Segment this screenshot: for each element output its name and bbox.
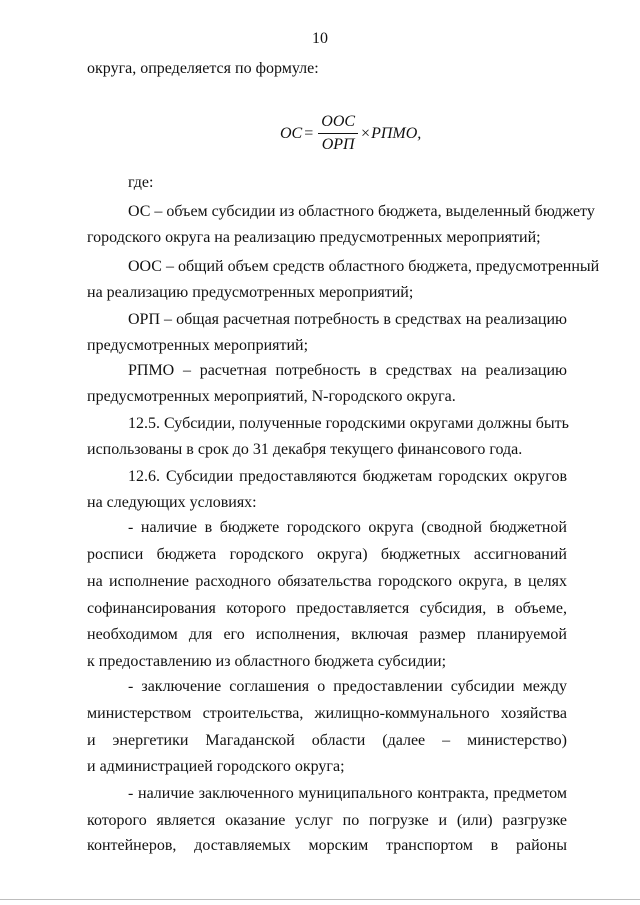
text-line: которого является оказание услуг по погрузке и (или) разгрузке (87, 812, 567, 829)
formula-lhs: ОС (280, 124, 303, 142)
text-line: 12.6. Субсидии предоставляются бюджетам городских округов (128, 468, 567, 485)
formula-times: × (361, 124, 371, 142)
text-line: на следующих условиях: (87, 494, 257, 511)
text-line: контейнеров, доставляемых морским транспортом в районы (87, 837, 567, 854)
text-line: округа, определяется по формуле: (87, 60, 319, 77)
text-line: использованы в срок до 31 декабря текущего финансового года. (87, 441, 523, 458)
text-line: предусмотренных мероприятий, N-городского округа. (87, 388, 456, 405)
text-line: - наличие заключенного муниципального контракта, предметом (128, 785, 567, 802)
text-line: необходимом для его исполнения, включая размер планируемой (87, 626, 567, 643)
text-line: городского округа на реализацию предусмотренных мероприятий; (87, 229, 541, 246)
formula-rhs: РПМО, (371, 124, 422, 142)
text-line: и энергетики Магаданской области (далее – министерство) (87, 732, 567, 749)
text-line: ОС – объем субсидии из областного бюджета, выделенный бюджету (128, 203, 595, 220)
text-line: РПМО – расчетная потребность в средствах на реализацию (128, 362, 567, 379)
text-line: ОРП – общая расчетная потребность в средствах на реализацию (128, 311, 567, 328)
text-line: ООС – общий объем средств областного бюджета, предусмотренный (128, 258, 600, 275)
formula-numerator: ООС (318, 113, 358, 134)
text-line: предусмотренных мероприятий; (87, 337, 309, 354)
page-bottom-edge (0, 899, 640, 900)
text-line: - заключение соглашения о предоставлении субсидии между (128, 678, 567, 695)
page-number: 10 (312, 30, 328, 47)
text-line: где: (128, 174, 154, 191)
text-line: софинансирования которого предоставляется субсидия, в объеме, (87, 600, 567, 617)
text-line: к предоставлению из областного бюджета субсидии; (87, 653, 447, 670)
text-line: министерством строительства, жилищно-коммунального хозяйства (87, 705, 567, 722)
formula-denominator: ОРП (321, 136, 355, 153)
text-line: на реализацию предусмотренных мероприятий; (87, 284, 414, 301)
text-line: 12.5. Субсидии, полученные городскими округами должны быть (128, 415, 569, 432)
formula (280, 113, 421, 154)
formula-fraction (318, 113, 358, 154)
text-line: и администрацией городского округа; (87, 758, 345, 775)
text-line: росписи бюджета городского округа) бюджетных ассигнований (87, 546, 567, 563)
text-line: на исполнение расходного обязательства городского округа, в целях (87, 573, 567, 590)
formula-equals: = (304, 124, 314, 142)
text-line: - наличие в бюджете городского округа (сводной бюджетной (128, 519, 567, 536)
